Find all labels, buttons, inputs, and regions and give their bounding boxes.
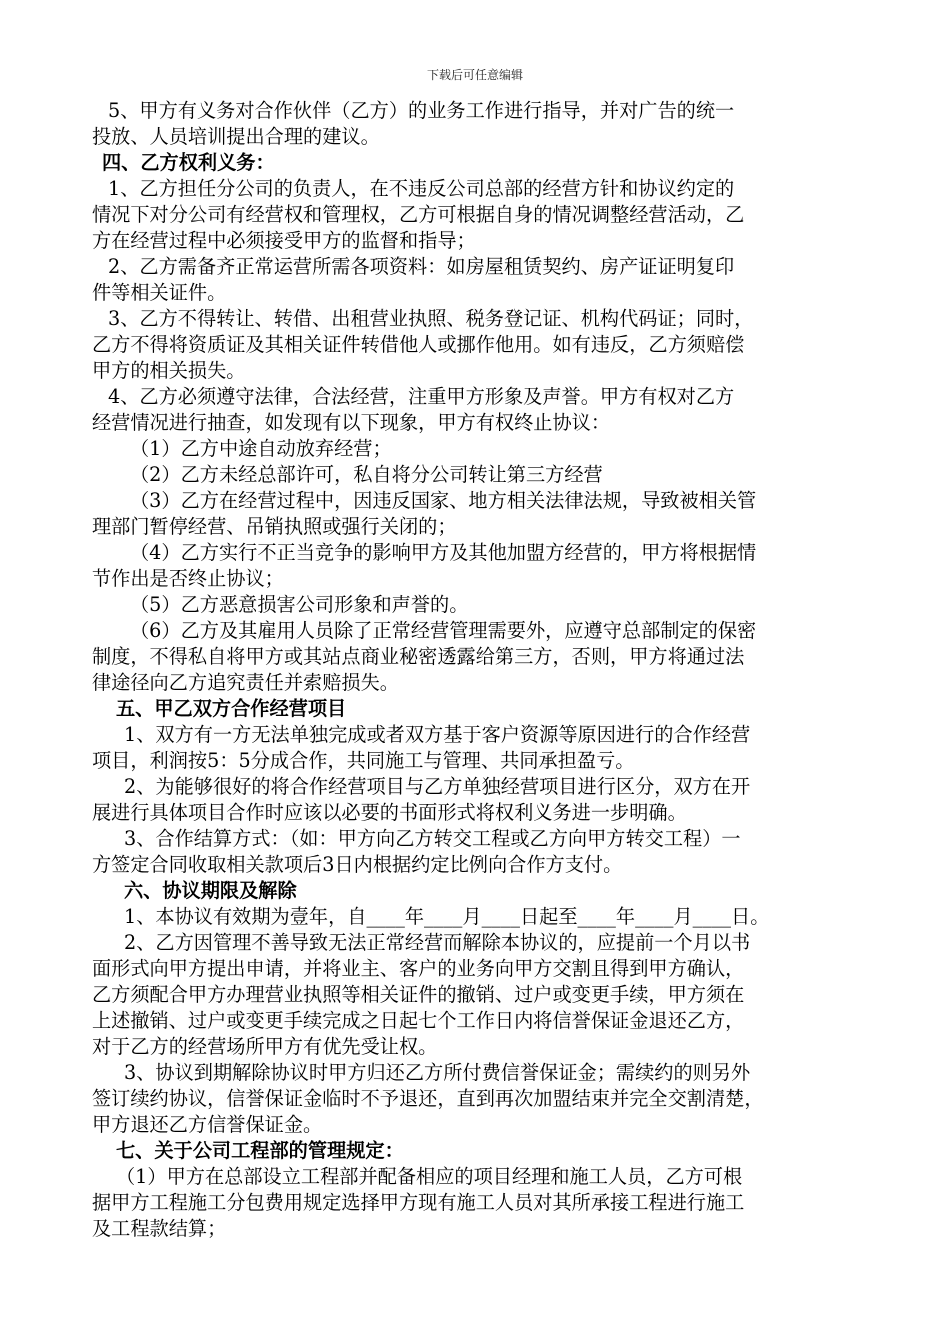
- section-heading: 七、关于公司工程部的管理规定：: [116, 1139, 404, 1162]
- text-line: 情况下对分公司有经营权和管理权，乙方可根据自身的情况调整经营活动，乙: [92, 203, 745, 226]
- text-line: 件等相关证件。: [92, 281, 227, 304]
- text-line: 经营情况进行抽查，如发现有以下现象，甲方有权终止协议：: [92, 411, 611, 434]
- text-line: 乙方不得将资质证及其相关证件转借他人或挪作他用。如有违反，乙方须赔偿: [92, 333, 745, 356]
- text-line: 1、乙方担任分公司的负责人，在不违反公司总部的经营方针和协议约定的: [108, 177, 735, 200]
- text-line: 2、乙方因管理不善导致无法正常经营而解除本协议的，应提前一个月以书: [124, 931, 751, 954]
- text-line: 项目，利润按5：5分成合作，共同施工与管理、共同承担盈亏。: [92, 749, 635, 772]
- text-line: 律途径向乙方追究责任并索赔损失。: [92, 671, 399, 694]
- text-line: 2、为能够很好的将合作经营项目与乙方单独经营项目进行区分，双方在开: [124, 775, 751, 798]
- text-line: 投放、人员培训提出合理的建议。: [92, 125, 380, 148]
- text-line: 3、协议到期解除协议时甲方归还乙方所付费信誉保证金；需续约的则另外: [124, 1061, 751, 1084]
- text-line: 对于乙方的经营场所甲方有优先受让权。: [92, 1035, 438, 1058]
- text-line: 理部门暂停经营、吊销执照或强行关闭的；: [92, 515, 457, 538]
- text-line: 4、乙方必须遵守法律，合法经营，注重甲方形象及声誉。甲方有权对乙方: [108, 385, 735, 408]
- text-line: （5）乙方恶意损害公司形象和声誉的。: [130, 593, 469, 616]
- text-line: 据甲方工程施工分包费用规定选择甲方现有施工人员对其所承接工程进行施工: [92, 1191, 745, 1214]
- text-line: （4）乙方实行不正当竞争的影响甲方及其他加盟方经营的，甲方将根据情: [130, 541, 757, 564]
- text-line: 甲方的相关损失。: [92, 359, 246, 382]
- text-line: 1、双方有一方无法单独完成或者双方基于客户资源等原因进行的合作经营: [124, 723, 751, 746]
- text-line: （2）乙方未经总部许可，私自将分公司转让第三方经营: [130, 463, 603, 486]
- text-line: 5、甲方有义务对合作伙伴（乙方）的业务工作进行指导，并对广告的统一: [108, 99, 735, 122]
- text-line: 甲方退还乙方信誉保证金。: [92, 1113, 323, 1136]
- text-line: 方签定合同收取相关款项后3日内根据约定比例向合作方支付。: [92, 853, 623, 876]
- text-line: （6）乙方及其雇用人员除了正常经营管理需要外，应遵守总部制定的保密: [130, 619, 757, 642]
- text-line: （3）乙方在经营过程中，因违反国家、地方相关法律法规，导致被相关管: [130, 489, 757, 512]
- text-line: （1）乙方中途自动放弃经营；: [130, 437, 392, 460]
- section-heading: 四、乙方权利义务：: [102, 151, 275, 174]
- text-line: 3、合作结算方式：（如：甲方向乙方转交工程或乙方向甲方转交工程）一: [124, 827, 741, 850]
- text-line: 展进行具体项目合作时应该以必要的书面形式将权利义务进一步明确。: [92, 801, 687, 824]
- page-header: 下载后可任意编辑: [426, 68, 523, 82]
- text-line: 1、本协议有效期为壹年，自____年____月____日起至____年____月____日。: [124, 905, 770, 928]
- document-body: [92, 98, 862, 1242]
- text-line: 及工程款结算；: [92, 1217, 227, 1240]
- text-line: 2、乙方需备齐正常运营所需各项资料：如房屋租赁契约、房产证证明复印: [108, 255, 735, 278]
- text-line: 制度，不得私自将甲方或其站点商业秘密透露给第三方，否则，甲方将通过法: [92, 645, 745, 668]
- text-line: 3、乙方不得转让、转借、出租营业执照、税务登记证、机构代码证；同时，: [108, 307, 754, 330]
- text-line: 签订续约协议，信誉保证金临时不予退还，直到再次加盟结束并完全交割清楚，: [92, 1087, 764, 1110]
- text-line: 方在经营过程中必须接受甲方的监督和指导；: [92, 229, 476, 252]
- text-line: 上述撤销、过户或变更手续完成之日起七个工作日内将信誉保证金退还乙方，: [92, 1009, 745, 1032]
- text-line: 节作出是否终止协议；: [92, 567, 284, 590]
- text-line: 乙方须配合甲方办理营业执照等相关证件的撤销、过户或变更手续，甲方须在: [92, 983, 745, 1006]
- section-heading: 六、协议期限及解除: [124, 879, 297, 902]
- text-line: （1）甲方在总部设立工程部并配备相应的项目经理和施工人员，乙方可根: [116, 1165, 743, 1188]
- text-line: 面形式向甲方提出申请，并将业主、客户的业务向甲方交割且得到甲方确认，: [92, 957, 745, 980]
- section-heading: 五、甲乙双方合作经营项目: [116, 697, 347, 720]
